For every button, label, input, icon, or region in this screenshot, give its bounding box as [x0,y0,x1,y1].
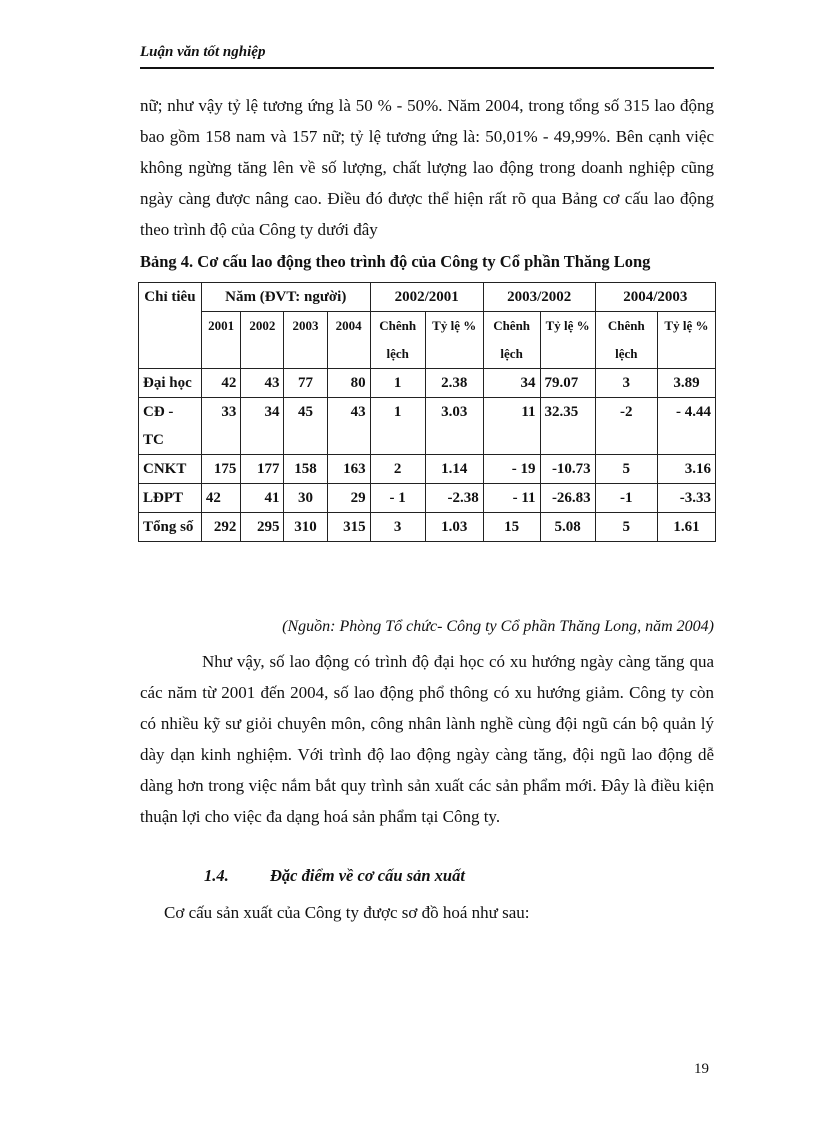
row-label: Đại học [139,369,202,398]
cell: 1.14 [425,455,483,484]
intro-paragraph: nữ; như vậy tỷ lệ tương ứng là 50 % - 50%. Năm 2004, trong tổng số 315 lao động bao gồm 158 nam và 157 nữ; tỷ lệ tương ứng là: 50,01% - 49,99%. Bên cạnh việc không ngừng tăng lên về số lượng, chất lượng lao động trong doanh nghiệp cũng ngày càng được nâng cao. Điều đó được thể hiện rất rõ qua Bảng cơ cấu lao động theo trình độ của Công ty dưới đây [140,96,714,239]
header-diff: Chênh lệch [483,312,540,369]
closing-paragraph: Cơ cấu sản xuất của Công ty được sơ đồ hoá như sau: [164,903,530,922]
cell: 3 [595,369,657,398]
header-year-2002: 2002 [241,312,284,369]
row-label: CNKT [139,455,202,484]
section-number: 1.4. [204,866,229,885]
cell: 33 [201,398,241,455]
section-title: Đặc điểm về cơ cấu sản xuất [270,866,465,885]
cell: -2 [595,398,657,455]
cell: 30 [284,484,327,513]
header-ratio: Tỷ lệ % [540,312,595,369]
cell: 34 [483,369,540,398]
cell: 3.89 [657,369,715,398]
cell: 175 [201,455,241,484]
cell: 3.03 [425,398,483,455]
cell: 5 [595,455,657,484]
table-row [139,398,716,455]
row-label: LĐPT [139,484,202,513]
cell: -1 [595,484,657,513]
table-row [139,484,716,513]
header-criteria: Chỉ tiêu [139,283,202,369]
cell: 1 [370,369,425,398]
cell: 43 [241,369,284,398]
cell: 45 [284,398,327,455]
cell: 5.08 [540,513,595,542]
cell: 77 [284,369,327,398]
cell: 1.61 [657,513,715,542]
cell: 292 [201,513,241,542]
cell: 3 [370,513,425,542]
cell: - 4.44 [657,398,715,455]
header-divider [140,67,714,69]
header-year-2001: 2001 [201,312,241,369]
cell: 43 [327,398,370,455]
cell: 1.03 [425,513,483,542]
cell: 32.35 [540,398,595,455]
running-header: Luận văn tốt nghiệp [140,44,266,60]
cell: 158 [284,455,327,484]
table-source-note: (Nguồn: Phòng Tổ chức- Công ty Cổ phần Thăng Long, năm 2004) [282,618,714,635]
cell: 15 [483,513,540,542]
header-cmp-2002-2001: 2002/2001 [370,283,483,312]
cell: 3.16 [657,455,715,484]
section-heading [204,866,465,886]
cell: 80 [327,369,370,398]
row-label: CĐ - TC [139,398,202,455]
header-ratio: Tỷ lệ % [425,312,483,369]
cell: 295 [241,513,284,542]
header-diff: Chênh lệch [370,312,425,369]
header-year-2004: 2004 [327,312,370,369]
table-caption: Bảng 4. Cơ cấu lao động theo trình độ của Công ty Cổ phần Thăng Long [140,252,651,271]
cell: - 1 [370,484,425,513]
table-header-row-2 [139,312,716,369]
cell: 41 [241,484,284,513]
labor-structure-table [138,282,716,542]
cell: - 11 [483,484,540,513]
cell: 29 [327,484,370,513]
cell: -3.33 [657,484,715,513]
cell: -2.38 [425,484,483,513]
cell: 42 [201,484,241,513]
cell: 2.38 [425,369,483,398]
table-row [139,369,716,398]
cell: 11 [483,398,540,455]
cell: 2 [370,455,425,484]
table-row [139,513,716,542]
header-ratio: Tỷ lệ % [657,312,715,369]
cell: -26.83 [540,484,595,513]
header-year-2003: 2003 [284,312,327,369]
row-label: Tổng số [139,513,202,542]
cell: 315 [327,513,370,542]
cell: 1 [370,398,425,455]
cell: 177 [241,455,284,484]
table-header-row-1 [139,283,716,312]
cell: -10.73 [540,455,595,484]
header-years-group: Năm (ĐVT: người) [201,283,370,312]
cell: 310 [284,513,327,542]
table-row [139,455,716,484]
cell: 163 [327,455,370,484]
cell: 79.07 [540,369,595,398]
header-cmp-2003-2002: 2003/2002 [483,283,595,312]
analysis-paragraph: Như vậy, số lao động có trình độ đại học có xu hướng ngày càng tăng qua các năm từ 2001 đến 2004, số lao động phổ thông có xu hướng giảm. Công ty còn có nhiều kỹ sư giỏi chuyên môn, công nhân lành nghề cùng đội ngũ cán bộ quản lý dày dạn kinh nghiệm. Với trình độ lao động ngày càng tăng, đội ngũ lao động dễ dàng hơn trong việc nắm bắt quy trình sản xuất các sản phẩm mới. Đây là điều kiện thuận lợi cho việc đa dạng hoá sản phẩm tại Công ty. [140,652,714,826]
header-cmp-2004-2003: 2004/2003 [595,283,715,312]
header-diff: Chênh lệch [595,312,657,369]
cell: - 19 [483,455,540,484]
cell: 34 [241,398,284,455]
cell: 42 [201,369,241,398]
page-number: 19 [694,1061,709,1077]
cell: 5 [595,513,657,542]
